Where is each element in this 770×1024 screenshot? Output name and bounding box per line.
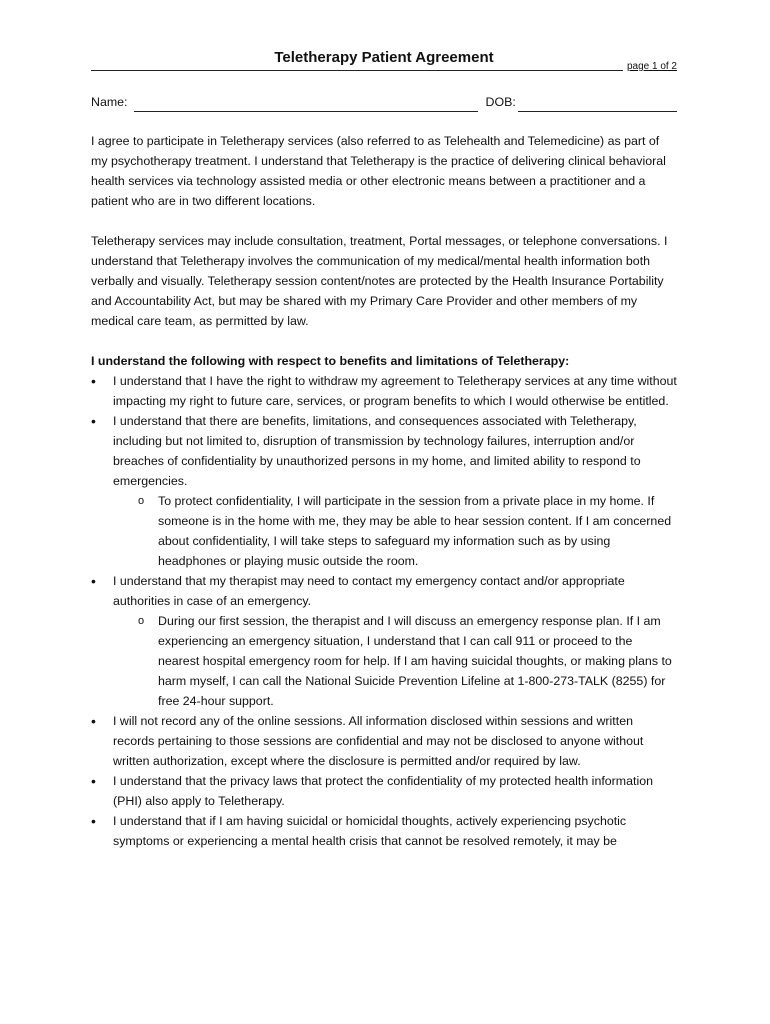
list-item bbox=[91, 411, 677, 571]
list-item-text: I understand that there are benefits, limitations, and consequences associated with Teletherapy, including but not limited to, disruption of transmission by technology failures, interruption and/or breaches of confidentiality by unauthorized persons in my home, and limited ability to respond to emergencies. bbox=[113, 414, 641, 488]
sub-list bbox=[113, 491, 677, 571]
list-item-text: I understand that the privacy laws that protect the confidentiality of my protected health information (PHI) also apply to Teletherapy. bbox=[113, 774, 653, 808]
list-item bbox=[91, 571, 677, 711]
dob-label: DOB: bbox=[485, 95, 516, 109]
document-page bbox=[91, 48, 677, 851]
page-number-text: page 1 of 2 bbox=[623, 61, 677, 72]
list-item bbox=[91, 771, 677, 811]
list-item bbox=[91, 711, 677, 771]
list-item-text: I understand that my therapist may need to contact my emergency contact and/or appropriate authorities in case of an emergency. bbox=[113, 574, 625, 608]
intro-paragraph: I agree to participate in Teletherapy services (also referred to as Telehealth and Telemedicine) as part of my psychotherapy treatment. I understand that Teletherapy is the practice of delivering clinical behavioral health services via technology assisted media or other electronic means between a practitioner and a patient who are in two different locations. bbox=[91, 134, 666, 208]
name-label: Name: bbox=[91, 95, 128, 109]
document-title: Teletherapy Patient Agreement bbox=[274, 49, 494, 66]
services-paragraph: Teletherapy services may include consultation, treatment, Portal messages, or telephone conversations. I understand that Teletherapy involves the communication of my medical/mental health information both verbally and visually. Teletherapy session content/notes are protected by the Health Insurance Portability and Accountability Act, but may be shared with my Primary Care Provider and other members of my medical care team, as permitted by law. bbox=[91, 234, 668, 328]
patient-fields bbox=[91, 92, 677, 112]
list-item bbox=[91, 371, 677, 411]
name-field[interactable] bbox=[134, 96, 478, 112]
list-item bbox=[91, 811, 677, 851]
list-item-text: I understand that if I am having suicidal or homicidal thoughts, actively experiencing psychotic symptoms or experiencing a mental health crisis that cannot be resolved remotely, it may be bbox=[113, 814, 627, 848]
dob-field[interactable] bbox=[518, 96, 677, 112]
list-item-text: I understand that I have the right to withdraw my agreement to Teletherapy services at any time without impacting my right to future care, services, or program benefits to which I would otherwise be entitled. bbox=[113, 374, 677, 408]
sub-list bbox=[113, 611, 677, 711]
list-item-text: I will not record any of the online sessions. All information disclosed within sessions and written records pertaining to those sessions are confidential and may not be disclosed to anyone without written authorization, except where the disclosure is permitted and/or required by law. bbox=[113, 714, 644, 768]
sub-list-item: o To protect confidentiality, I will participate in the session from a private place in my home. If someone is in the home with me, they may be able to hear session content. If I am concerned about confidentiality, I will take steps to safeguard my information such as by using headphones or playing music outside the room. bbox=[113, 491, 677, 571]
sub-list-item: o During our first session, the therapist and I will discuss an emergency response plan. If I am experiencing an emergency situation, I understand that I can call 911 or proceed to the nearest hospital emergency room for help. If I am having suicidal thoughts, or making plans to harm myself, I can call the National Suicide Prevention Lifeline at 1-800-273-TALK (8255) for free 24-hour support. bbox=[113, 611, 677, 711]
page-number bbox=[91, 61, 677, 73]
benefits-limitations-list bbox=[91, 371, 677, 851]
section-heading: I understand the following with respect to benefits and limitations of Teletherapy: bbox=[91, 354, 570, 368]
